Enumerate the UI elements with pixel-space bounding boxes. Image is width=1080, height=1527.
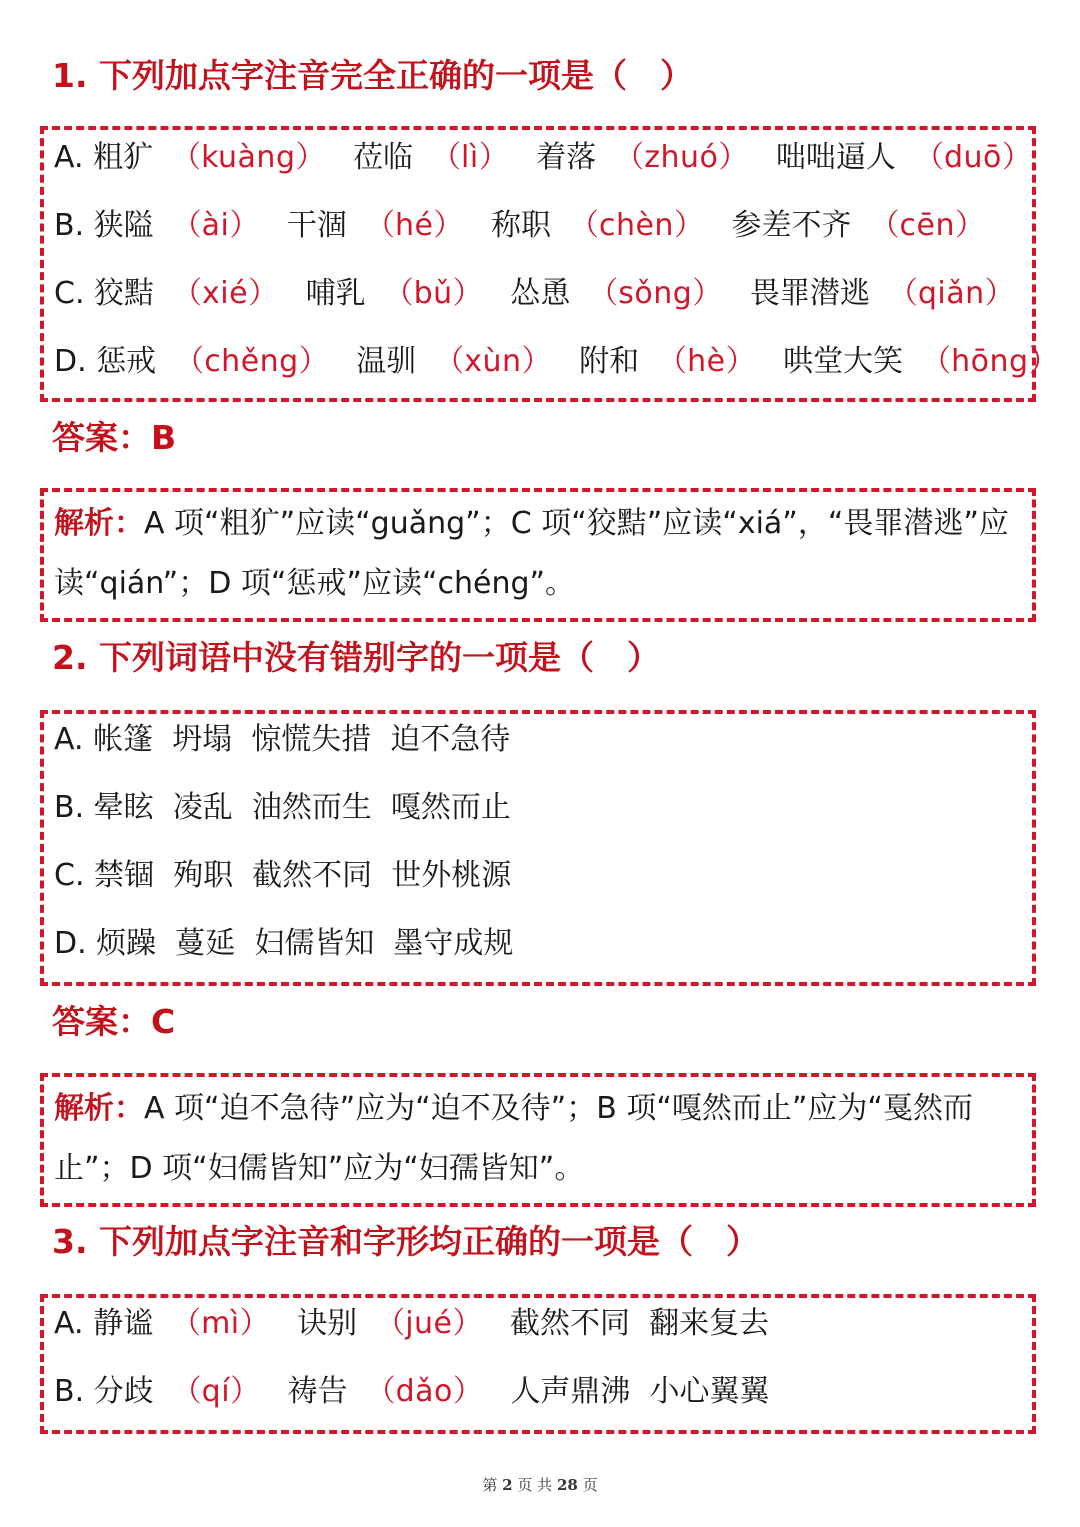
q2-analysis-box [40,1073,1036,1207]
q2-title: 2. 下列词语中没有错别字的一项是（ ） [52,638,660,677]
q1-option-d[interactable]: D. 惩戒 （chěng） 温驯 （xùn） 附和 （hè） 哄堂大笑 （hōng） [54,344,1059,379]
q1-title: 1. 下列加点字注音完全正确的一项是（ ） [52,56,693,95]
analysis-text: A 项“迫不急待”应为“迫不及待”；B 项“嘎然而止”应为“戛然而止”；D 项“妇儒皆知”应为“妇孺皆知”。 [54,1091,973,1186]
q1-option-a[interactable]: A. 粗犷 （kuàng） 莅临 （lì） 着落 （zhuó） 咄咄逼人 （duō） [54,140,1032,175]
q1-option-b[interactable]: B. 狭隘 （ài） 干涸 （hé） 称职 （chèn） 参差不齐 （cēn） [54,208,985,243]
q1-option-c[interactable]: C. 狡黠 （xié） 哺乳 （bǔ） 怂恿 （sǒng） 畏罪潜逃 （qiǎn） [54,276,1015,311]
analysis-text: A 项“粗犷”应读“guǎng”；C 项“狡黠”应读“xiá”，“畏罪潜逃”应读“qián”；D 项“惩戒”应读“chéng”。 [54,506,1009,601]
q1-options-box [40,126,1059,402]
q2-option-d[interactable]: D. 烦躁 蔓延 妇儒皆知 墨守成规 [54,926,514,961]
q2-option-c[interactable]: C. 禁锢 殉职 截然不同 世外桃源 [54,858,512,893]
q2-option-b[interactable]: B. 晕眩 凌乱 油然而生 嘎然而止 [54,790,511,825]
q2-analysis [54,1079,1016,1199]
q3-title: 3. 下列加点字注音和字形均正确的一项是（ ） [52,1222,759,1261]
q3-option-b[interactable]: B. 分歧 （qí） 祷告 （dǎo） 人声鼎沸 小心翼翼 [54,1374,770,1409]
q3-options-box [40,1294,1036,1434]
q1-answer: 答案：B [52,418,177,457]
analysis-label: 解析： [54,1091,144,1126]
q2-answer: 答案：C [52,1002,176,1041]
q2-options-box [40,710,1036,986]
page-total: 28 [556,1476,578,1494]
q1-analysis [54,494,1016,614]
analysis-label: 解析： [54,506,144,541]
q1-analysis-box [40,488,1036,622]
page-number: 2 [502,1476,513,1494]
q3-option-a[interactable]: A. 静谧 （mì） 诀别 （jué） 截然不同 翻来复去 [54,1306,770,1341]
q2-option-a[interactable]: A. 帐篷 坍塌 惊慌失措 迫不急待 [54,722,511,757]
page-footer: 第 2 页 共 28 页 [482,1476,598,1494]
